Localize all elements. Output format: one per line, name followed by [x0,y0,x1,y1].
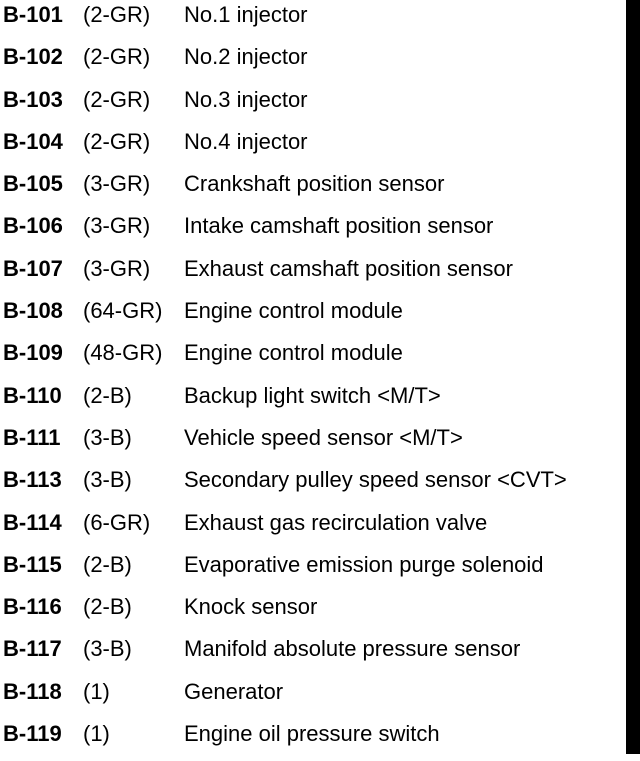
connector-description: Exhaust camshaft position sensor [184,255,513,281]
connector-row [0,338,626,380]
connector-row [0,296,626,338]
connector-row [0,423,626,465]
connector-description: Crankshaft position sensor [184,171,445,197]
connector-description: No.1 injector [184,2,308,27]
connector-row [0,169,626,211]
connector-spec: (2-GR) [83,128,151,154]
connector-spec: (3-B) [83,636,132,662]
connector-description: No.4 injector [184,128,308,154]
connector-description: Intake camshaft position sensor [184,213,494,239]
connector-code: B-117 [3,636,62,662]
connector-description: Exhaust gas recirculation valve [184,509,488,535]
connector-code: B-115 [3,551,62,577]
connector-code: B-116 [3,594,62,620]
connector-spec: (2-GR) [83,44,151,70]
connector-row [0,381,626,423]
connector-code: B-108 [3,298,63,324]
connector-description: No.2 injector [184,44,308,70]
connector-row [0,508,626,550]
connector-code: B-104 [3,128,63,154]
connector-description: Generator [184,678,284,704]
connector-spec: (2-B) [83,551,132,577]
connector-description: Backup light switch <M/T> [184,382,441,408]
connector-spec: (3-B) [83,467,132,493]
connector-spec: (3-GR) [83,213,151,239]
connector-spec: (48-GR) [83,340,163,366]
connector-code: B-119 [3,721,62,747]
connector-row [0,42,626,84]
connector-row [0,550,626,592]
connector-description: Vehicle speed sensor <M/T> [184,424,463,450]
connector-code: B-118 [3,678,62,704]
connector-code: B-114 [3,509,62,535]
connector-spec: (2-GR) [83,86,151,112]
connector-spec: (2-B) [83,594,132,620]
connector-row [0,465,626,507]
connector-description: Manifold absolute pressure sensor [184,636,521,662]
connector-row [0,677,626,719]
page-edge-bar [626,0,640,754]
connector-row [0,211,626,253]
connector-description: Knock sensor [184,594,318,620]
connector-spec: (6-GR) [83,509,151,535]
connector-code: B-109 [3,340,63,366]
connector-spec: (1) [83,678,110,704]
connector-description: Engine oil pressure switch [184,721,440,747]
connector-row [0,592,626,634]
connector-row [0,634,626,676]
connector-code: B-110 [3,382,62,408]
connector-code: B-102 [3,44,63,70]
connector-row [0,127,626,169]
connector-code: B-107 [3,255,63,281]
connector-code: B-113 [3,467,62,493]
connector-code: B-111 [3,424,61,450]
connector-code: B-103 [3,86,63,112]
connector-row [0,0,626,42]
connector-code: B-101 [3,2,63,27]
connector-spec: (64-GR) [83,298,163,324]
connector-code: B-106 [3,213,63,239]
connector-spec: (3-B) [83,424,132,450]
connector-spec: (2-GR) [83,2,151,27]
connector-spec: (3-GR) [83,255,151,281]
connector-row [0,85,626,127]
connector-row [0,719,626,761]
connector-spec: (2-B) [83,382,132,408]
connector-description: Evaporative emission purge solenoid [184,551,544,577]
connector-description: Secondary pulley speed sensor <CVT> [184,467,567,493]
connector-description: Engine control module [184,340,403,366]
connector-spec: (3-GR) [83,171,151,197]
connector-code: B-105 [3,171,63,197]
connector-row [0,254,626,296]
connector-description: No.3 injector [184,86,308,112]
connector-description: Engine control module [184,298,403,324]
connector-spec: (1) [83,721,110,747]
